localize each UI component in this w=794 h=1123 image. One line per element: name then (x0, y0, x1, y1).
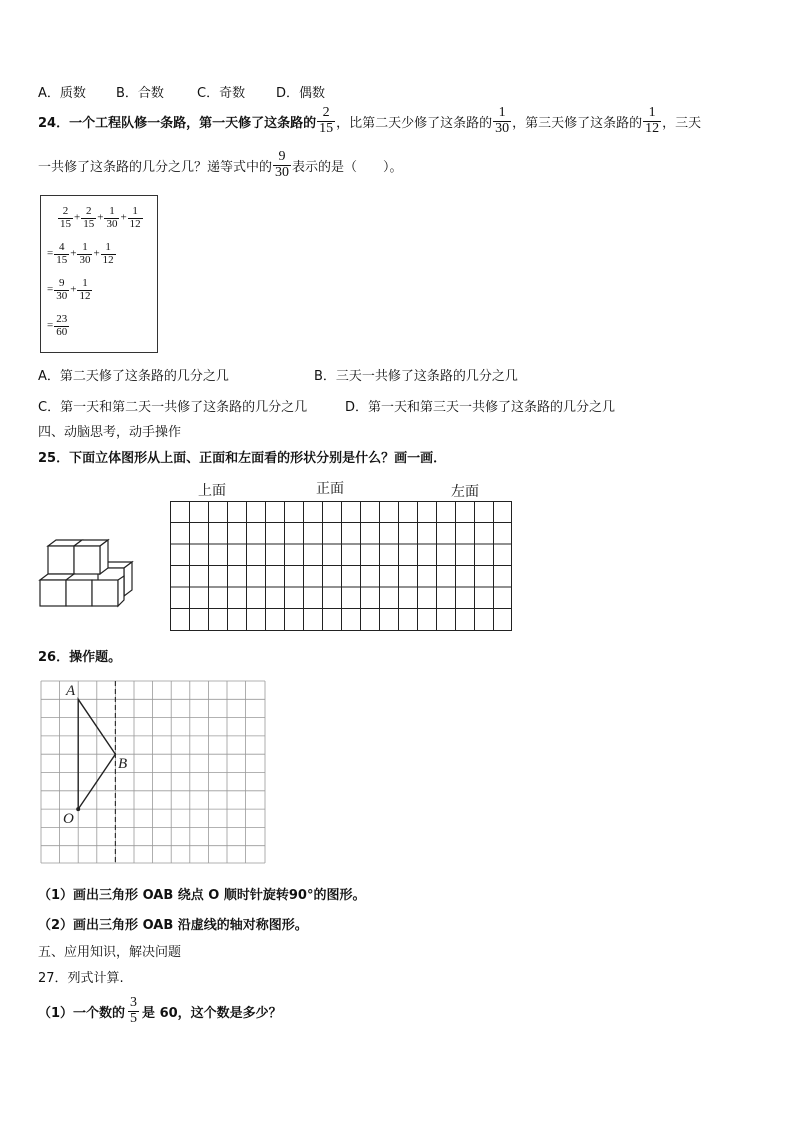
q26-subquestion-2: （2）画出三角形 OAB 沿虚线的轴对称图形。 (38, 918, 308, 933)
q26-subquestion-1: （1）画出三角形 OAB 绕点 O 顺时针旋转90°的图形。 (38, 888, 366, 903)
q24-option-d: D．第一天和第三天一共修了这条路的几分之几 (345, 400, 616, 415)
q27-subquestion-1 (38, 996, 282, 1026)
q27-title: 27．列式计算. (38, 971, 124, 986)
q24-text-5: 一共修了这条路的几分之几？递等式中的 (38, 159, 273, 175)
q25-text: 25．下面立体图形从上面、正面和左面看的形状分别是什么？画一画． (38, 451, 447, 466)
point-b-label: B (118, 756, 128, 772)
cube-figure (38, 538, 134, 610)
drawing-grid-views[interactable] (170, 501, 512, 631)
q24-option-a: A．第二天修了这条路的几分之几 (38, 369, 229, 384)
q23-option-c: C．奇数 (197, 86, 246, 101)
equation-line-1: $\frac{2}{15}$ + $\frac{2}{15}$ + $\frac{1}{30}$ + $\frac{1}{12}$ (60, 205, 141, 230)
q27-text-2: 是 60，这个数是多少？ (142, 1005, 282, 1021)
q24-fraction-2: $\frac{1}{30}$ (495, 105, 510, 136)
point-o-label: O (63, 811, 74, 827)
q24-text-3: ，第三天修了这条路的 (512, 115, 643, 131)
q27-fraction: $\frac{3}{5}$ (130, 995, 138, 1026)
label-front-view: 正面 (316, 481, 344, 497)
equation-box (40, 195, 158, 353)
section-5-heading: 五、应用知识，解决问题 (38, 945, 182, 960)
q24-line2 (38, 150, 403, 180)
q26-title: 26．操作题。 (38, 650, 122, 665)
q24-text-1: 24．一个工程队修一条路，第一天修了这条路的 (38, 115, 317, 131)
equation-line-4: = $\frac{23}{60}$ (47, 313, 68, 338)
q27-text-1: （1）一个数的 (38, 1005, 126, 1021)
q24-line1 (38, 106, 701, 136)
label-top-view: 上面 (198, 483, 226, 499)
q23-option-a: A．质数 (38, 86, 86, 101)
section-4-heading: 四、动脑思考，动手操作 (38, 425, 182, 440)
q24-option-c: C．第一天和第二天一共修了这条路的几分之几 (38, 400, 308, 415)
triangle-grid[interactable] (40, 680, 266, 864)
q24-fraction-4: $\frac{9}{30}$ (275, 149, 290, 180)
q24-text-6: 表示的是（ ）。 (292, 159, 403, 175)
q24-fraction-3: $\frac{1}{12}$ (645, 105, 660, 136)
q23-option-b: B．合数 (116, 86, 164, 101)
label-left-view: 左面 (451, 484, 479, 500)
point-a-label: A (66, 683, 76, 699)
q24-fraction-1: $\frac{2}{15}$ (319, 105, 334, 136)
q24-text-4: ，三天 (662, 115, 702, 131)
q24-text-2: ，比第二天少修了这条路的 (336, 115, 493, 131)
q24-option-b: B．三天一共修了这条路的几分之几 (314, 369, 518, 384)
equation-line-3: = $\frac{9}{30}$ + $\frac{1}{12}$ (47, 277, 91, 302)
q23-option-d: D．偶数 (276, 86, 326, 101)
equation-line-2: = $\frac{4}{15}$ + $\frac{1}{30}$ + $\frac{1}{12}$ (47, 241, 114, 266)
